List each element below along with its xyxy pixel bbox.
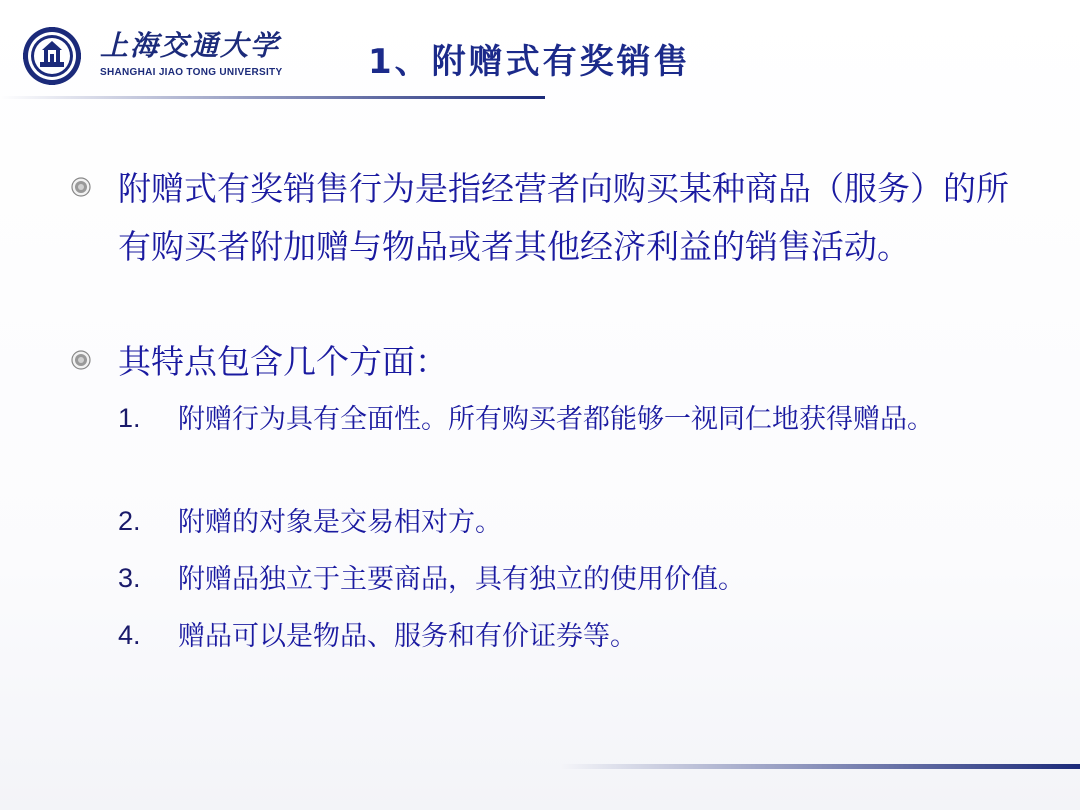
list-number: 4. [118, 620, 141, 650]
bullet-text-definition: 附赠式有奖销售行为是指经营者向购买某种商品（服务）的所有购买者附加赠与物品或者其他经济利益的销售活动。 [118, 169, 1009, 266]
university-name-english: SHANGHAI JIAO TONG UNIVERSITY [100, 67, 283, 78]
list-item-text: 附赠品独立于主要商品，具有独立的使用价值。 [178, 564, 745, 595]
bullet-icon [70, 176, 92, 198]
university-name-chinese: 上海交通大学 [100, 29, 281, 62]
list-number: 1. [118, 403, 141, 433]
bullet-text-features: 其特点包含几个方面： [118, 342, 448, 381]
title-underline [0, 96, 545, 99]
list-item-text: 附赠的对象是交易相对方。 [178, 507, 502, 538]
bullet-icon [70, 349, 92, 371]
university-logo [22, 26, 82, 86]
slide-title: 1、附赠式有奖销售 [368, 42, 691, 82]
list-item-text: 附赠行为具有全面性。所有购买者都能够一视同仁地获得赠品。 [178, 404, 934, 435]
footer-decorative-line [560, 764, 1080, 769]
list-number: 2. [118, 506, 141, 536]
list-item-text: 赠品可以是物品、服务和有价证券等。 [178, 621, 637, 652]
list-number: 3. [118, 563, 141, 593]
